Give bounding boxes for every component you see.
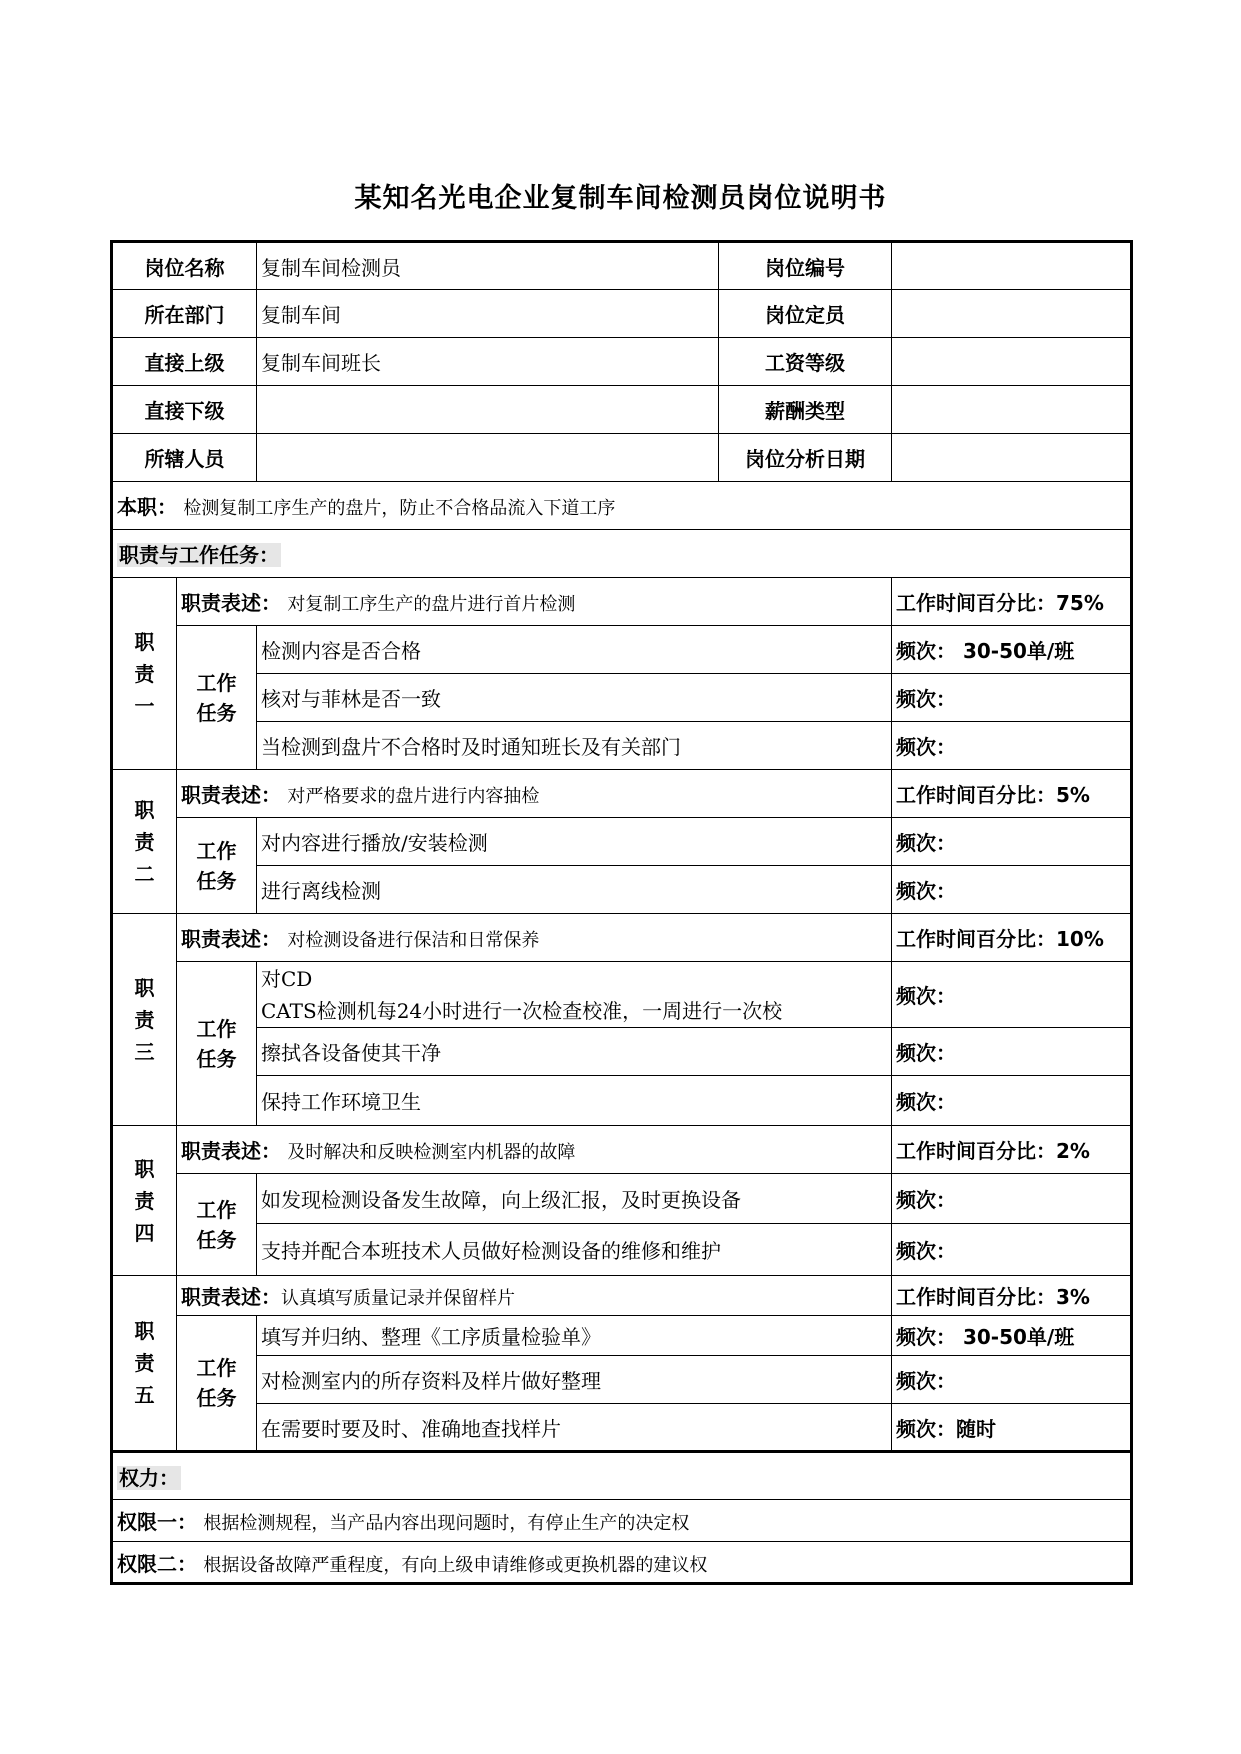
resp2-desc: 对严格要求的盘片进行内容抽检 — [287, 786, 540, 807]
resp5-task3: 在需要时要及时、准确地查找样片 — [257, 1404, 892, 1452]
row-main-duty — [112, 482, 1132, 530]
power-2-text: 根据设备故障严重程度，有向上级申请维修或更换机器的建议权 — [203, 1554, 708, 1576]
resp4-task-row — [112, 1224, 1132, 1276]
resp1-desc-cell — [177, 578, 892, 626]
main-duty-text: 检测复制工序生产的盘片，防止不合格品流入下道工序 — [183, 498, 616, 519]
tasks-heading-cell — [112, 530, 1132, 578]
resp2-task1-freq: 频次： — [892, 818, 1132, 866]
position-name-label: 岗位名称 — [112, 242, 257, 290]
grade-label: 工资等级 — [719, 338, 892, 386]
pay-type-label: 薪酬类型 — [719, 386, 892, 434]
position-no-value — [892, 242, 1132, 290]
resp3-task-row — [112, 962, 1132, 1028]
resp4-task1: 如发现检测设备发生故障，向上级汇报，及时更换设备 — [257, 1174, 892, 1224]
resp3-task-label: 工作 任务 — [177, 962, 257, 1126]
resp3-task3-freq: 频次： — [892, 1076, 1132, 1126]
superior-label: 直接上级 — [112, 338, 257, 386]
resp4-task-label: 工作 任务 — [177, 1174, 257, 1276]
resp3-task2: 擦拭各设备使其干净 — [257, 1028, 892, 1076]
analysis-date-label: 岗位分析日期 — [719, 434, 892, 482]
resp5-task-row — [112, 1356, 1132, 1404]
dept-label: 所在部门 — [112, 290, 257, 338]
row-dept — [112, 290, 1132, 338]
headcount-label: 岗位定员 — [719, 290, 892, 338]
row-superior — [112, 338, 1132, 386]
resp1-task-label: 工作 任务 — [177, 626, 257, 770]
tasks-heading: 职责与工作任务： — [119, 543, 279, 567]
resp3-task-row — [112, 1028, 1132, 1076]
analysis-date-value — [892, 434, 1132, 482]
resp5-task2-freq: 频次： — [892, 1356, 1132, 1404]
resp5-desc-row — [112, 1276, 1132, 1316]
powers-heading-cell — [112, 1452, 1132, 1500]
main-duty-label: 本职： — [117, 495, 177, 519]
resp1-task2: 核对与菲林是否一致 — [257, 674, 892, 722]
row-position-name — [112, 242, 1132, 290]
resp2-task1: 对内容进行播放/安装检测 — [257, 818, 892, 866]
resp3-task3: 保持工作环境卫生 — [257, 1076, 892, 1126]
resp5-task-row — [112, 1316, 1132, 1356]
resp2-desc-row — [112, 770, 1132, 818]
resp1-task-row — [112, 674, 1132, 722]
resp1-percent: 工作时间百分比：75% — [892, 578, 1132, 626]
power-2-cell — [112, 1542, 1132, 1584]
position-name-value: 复制车间检测员 — [257, 242, 719, 290]
dept-value: 复制车间 — [257, 290, 719, 338]
resp2-task-row — [112, 866, 1132, 914]
power-1-cell — [112, 1500, 1132, 1542]
resp2-task-row — [112, 818, 1132, 866]
resp3-desc: 对检测设备进行保洁和日常保养 — [287, 930, 540, 951]
resp3-desc-label: 职责表述： — [181, 927, 281, 951]
resp1-task1: 检测内容是否合格 — [257, 626, 892, 674]
resp1-task1-freq: 频次： 30-50单/班 — [892, 626, 1132, 674]
resp4-desc: 及时解决和反映检测室内机器的故障 — [287, 1142, 576, 1163]
resp2-task2-freq: 频次： — [892, 866, 1132, 914]
row-power-1 — [112, 1500, 1132, 1542]
resp2-desc-cell — [177, 770, 892, 818]
resp5-desc-cell — [177, 1276, 892, 1316]
resp4-task2-freq: 频次： — [892, 1224, 1132, 1276]
resp5-task2: 对检测室内的所存资料及样片做好整理 — [257, 1356, 892, 1404]
resp1-desc: 对复制工序生产的盘片进行首片检测 — [287, 594, 576, 615]
resp1-desc-row — [112, 578, 1132, 626]
resp5-desc-label: 职责表述： — [181, 1285, 281, 1309]
resp1-task3: 当检测到盘片不合格时及时通知班长及有关部门 — [257, 722, 892, 770]
resp2-task-label: 工作 任务 — [177, 818, 257, 914]
subordinate-value — [257, 386, 719, 434]
resp1-task3-freq: 频次： — [892, 722, 1132, 770]
staff-value — [257, 434, 719, 482]
resp5-task-label: 工作 任务 — [177, 1316, 257, 1452]
resp4-task1-freq: 频次： — [892, 1174, 1132, 1224]
resp2-percent: 工作时间百分比：5% — [892, 770, 1132, 818]
resp4-task2: 支持并配合本班技术人员做好检测设备的维修和维护 — [257, 1224, 892, 1276]
resp4-label: 职 责 四 — [112, 1126, 177, 1276]
resp4-percent: 工作时间百分比：2% — [892, 1126, 1132, 1174]
resp3-label: 职 责 三 — [112, 914, 177, 1126]
resp2-desc-label: 职责表述： — [181, 783, 281, 807]
resp5-percent: 工作时间百分比：3% — [892, 1276, 1132, 1316]
grade-value — [892, 338, 1132, 386]
resp4-task-row — [112, 1174, 1132, 1224]
powers-heading: 权力： — [119, 1465, 179, 1490]
row-powers-heading — [112, 1452, 1132, 1500]
resp5-desc: 认真填写质量记录并保留样片 — [281, 1288, 515, 1309]
resp1-desc-label: 职责表述： — [181, 591, 281, 615]
resp4-desc-cell — [177, 1126, 892, 1174]
staff-label: 所辖人员 — [112, 434, 257, 482]
main-duty-cell — [112, 482, 1132, 530]
resp1-label: 职 责 一 — [112, 578, 177, 770]
resp3-desc-row — [112, 914, 1132, 962]
superior-value: 复制车间班长 — [257, 338, 719, 386]
resp1-task-row — [112, 722, 1132, 770]
resp1-task-row — [112, 626, 1132, 674]
resp3-task-row — [112, 1076, 1132, 1126]
resp3-desc-cell — [177, 914, 892, 962]
resp3-percent: 工作时间百分比：10% — [892, 914, 1132, 962]
power-1-label: 权限一： — [117, 1510, 197, 1534]
row-staff — [112, 434, 1132, 482]
power-2-label: 权限二： — [117, 1551, 197, 1576]
pay-type-value — [892, 386, 1132, 434]
row-subordinate — [112, 386, 1132, 434]
row-power-2 — [112, 1542, 1132, 1584]
subordinate-label: 直接下级 — [112, 386, 257, 434]
resp2-task2: 进行离线检测 — [257, 866, 892, 914]
resp4-desc-row — [112, 1126, 1132, 1174]
resp5-task-row — [112, 1404, 1132, 1452]
resp5-label: 职 责 五 — [112, 1276, 177, 1452]
resp3-task1: 对CD CATS检测机每24小时进行一次检查校准，一周进行一次校 — [257, 962, 892, 1028]
position-no-label: 岗位编号 — [719, 242, 892, 290]
resp5-task3-freq: 频次：随时 — [892, 1404, 1132, 1452]
power-1-text: 根据检测规程，当产品内容出现问题时，有停止生产的决定权 — [203, 1513, 690, 1534]
job-description-table — [110, 240, 1133, 1585]
resp1-task2-freq: 频次： — [892, 674, 1132, 722]
resp4-desc-label: 职责表述： — [181, 1139, 281, 1163]
resp5-task1-freq: 频次： 30-50单/班 — [892, 1316, 1132, 1356]
page-title: 某知名光电企业复制车间检测员岗位说明书 — [354, 183, 887, 214]
resp2-label: 职 责 二 — [112, 770, 177, 914]
headcount-value — [892, 290, 1132, 338]
resp3-task1-freq: 频次： — [892, 962, 1132, 1028]
resp3-task2-freq: 频次： — [892, 1028, 1132, 1076]
row-tasks-heading — [112, 530, 1132, 578]
resp5-task1: 填写并归纳、整理《工序质量检验单》 — [257, 1316, 892, 1356]
